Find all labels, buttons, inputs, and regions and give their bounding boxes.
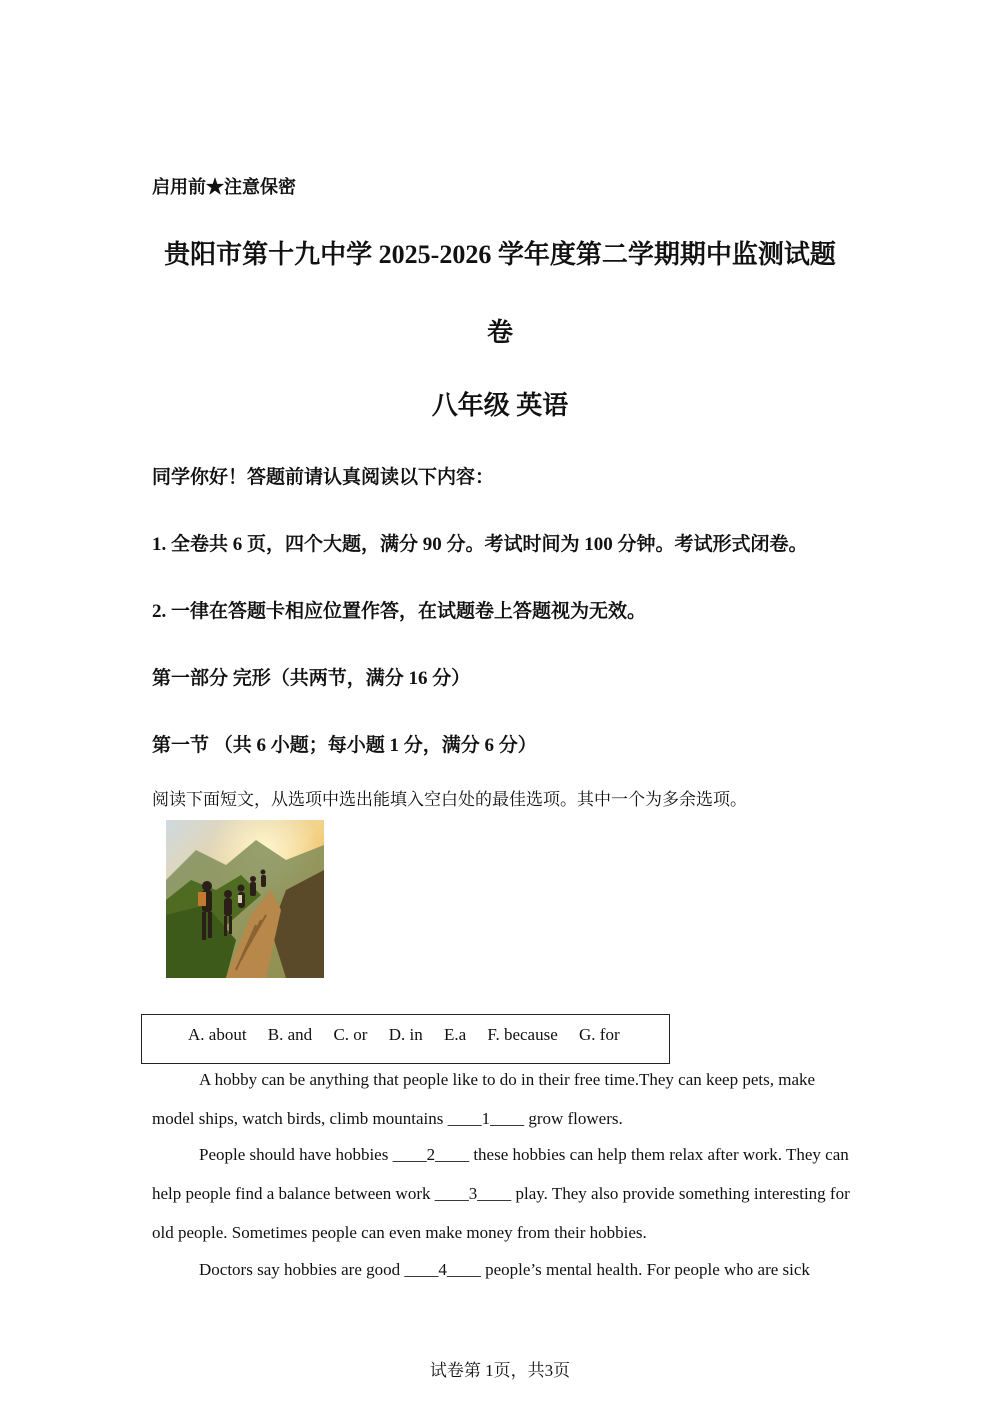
notice-greeting: 同学你好！答题前请认真阅读以下内容： [152, 467, 495, 488]
exam-title-continued: 卷 [486, 318, 513, 347]
exam-title: 贵阳市第十九中学 2025-2026 学年度第二学期期中监测试题 [164, 240, 836, 269]
option-c: C. or [333, 1025, 368, 1044]
hikers-mountain-photo [166, 820, 324, 978]
part1-heading: 第一部分 完形（共两节，满分 16 分） [152, 668, 471, 689]
subject-title: 八年级 英语 [431, 391, 569, 420]
confidential-label: 启用前★注意保密 [152, 177, 296, 197]
option-g: G. for [579, 1025, 620, 1044]
section1-heading: 第一节 （共 6 小题；每小题 1 分，满分 6 分） [152, 735, 537, 756]
option-e: E.a [443, 1025, 467, 1044]
passage-paragraph-3: Doctors say hobbies are good ____4____ people’s mental health. For people who are sick [199, 1260, 810, 1279]
section-instruction: 阅读下面短文，从选项中选出能填入空白处的最佳选项。其中一个为多余选项。 [152, 790, 747, 809]
option-d: D. in [388, 1025, 423, 1044]
option-f: F. because [487, 1025, 558, 1044]
option-a: A. about [188, 1025, 247, 1044]
passage-paragraph-1: A hobby can be anything that people like to do in their free time.They can keep pets, make model ships, watch birds, climb mountains ____1____ grow flowers. [152, 1070, 816, 1128]
notice-item-2: 2. 一律在答题卡相应位置作答，在试题卷上答题视为无效。 [152, 601, 647, 622]
page-footer: 试卷第 1页，共3页 [429, 1361, 571, 1380]
notice-item-1: 1. 全卷共 6 页，四个大题，满分 90 分。考试时间为 100 分钟。考试形式闭卷。 [152, 534, 808, 555]
options-list [188, 1025, 637, 1045]
option-b: B. and [267, 1025, 313, 1044]
passage-paragraph-2: People should have hobbies ____2____ these hobbies can help them relax after work. They can help people find a balance between work ____3____ play. They also provide something interesting for old people. Sometimes people can even make money from their hobbies. [152, 1145, 850, 1242]
